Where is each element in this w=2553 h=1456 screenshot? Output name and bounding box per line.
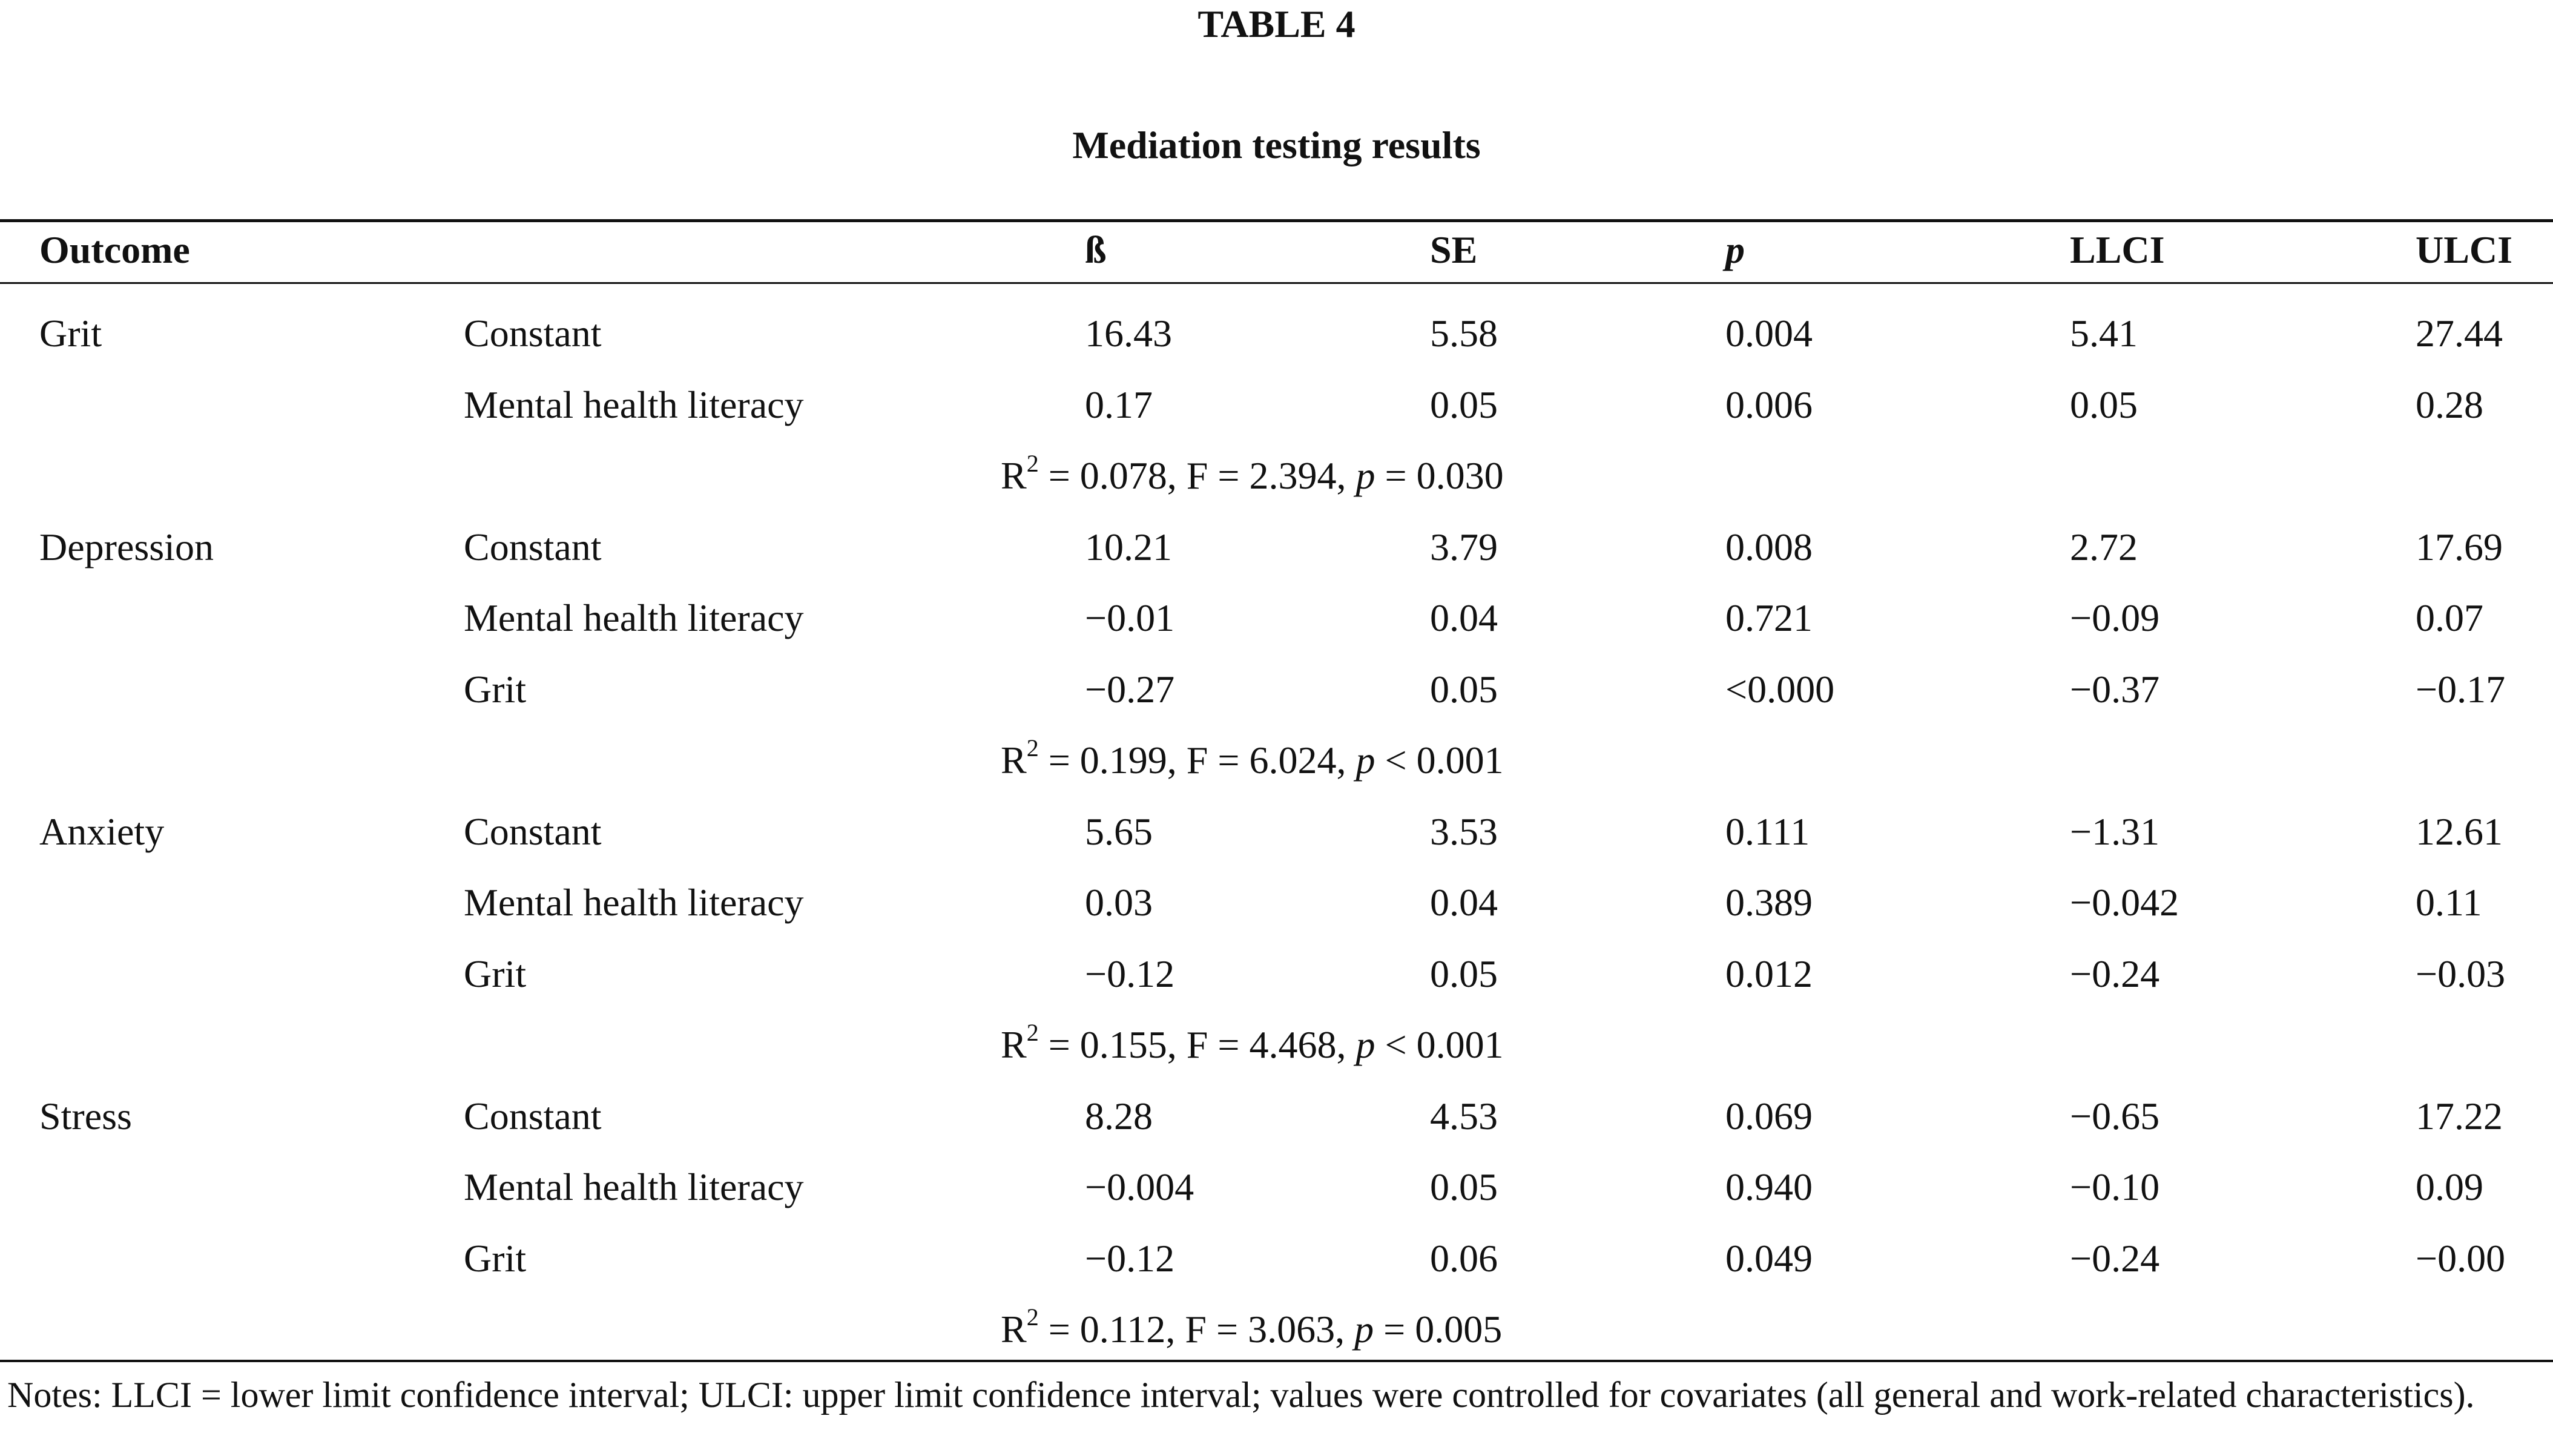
p-value: < 0.001: [1375, 1023, 1504, 1066]
cell-llci: 5.41: [2070, 312, 2138, 355]
header-ulci: ULCI: [2416, 228, 2513, 271]
bottom-rule: [0, 1360, 2553, 1362]
cell-beta: 8.28: [1085, 1095, 1153, 1138]
cell-se: 0.06: [1430, 1237, 1498, 1280]
model-fit-line: [1001, 1018, 1504, 1068]
cell-llci: −0.042: [2070, 881, 2179, 924]
p-label: p: [1356, 454, 1375, 497]
p-value: = 0.005: [1374, 1308, 1503, 1351]
cell-se: 3.53: [1430, 810, 1498, 853]
header-p: p: [1725, 228, 1745, 271]
header-outcome: Outcome: [39, 228, 190, 271]
r2-label: R: [1001, 739, 1027, 782]
cell-beta: −0.12: [1085, 952, 1175, 995]
cell-se: 0.05: [1430, 1165, 1498, 1208]
cell-outcome: Anxiety: [39, 810, 165, 853]
cell-p: 0.940: [1725, 1165, 1813, 1208]
cell-ulci: 0.09: [2416, 1165, 2483, 1208]
cell-p: 0.049: [1725, 1237, 1813, 1280]
cell-se: 3.79: [1430, 525, 1498, 568]
cell-se: 0.05: [1430, 383, 1498, 426]
cell-llci: −0.37: [2070, 668, 2160, 711]
cell-beta: 0.17: [1085, 383, 1153, 426]
cell-llci: −0.65: [2070, 1095, 2160, 1138]
cell-llci: 2.72: [2070, 525, 2138, 568]
r2-label: R: [1001, 1308, 1027, 1351]
r2-label: R: [1001, 454, 1027, 497]
cell-predictor: Mental health literacy: [464, 881, 804, 924]
cell-se: 0.05: [1430, 668, 1498, 711]
cell-p: 0.006: [1725, 383, 1813, 426]
cell-beta: 16.43: [1085, 312, 1172, 355]
fit-stats: = 0.112, F = 3.063,: [1038, 1308, 1355, 1351]
fit-stats: = 0.078, F = 2.394,: [1038, 454, 1356, 497]
cell-predictor: Grit: [464, 668, 527, 711]
r2-superscript: 2: [1026, 1303, 1039, 1331]
table-label: TABLE 4: [1197, 2, 1356, 45]
p-value: < 0.001: [1375, 739, 1504, 782]
r2-superscript: 2: [1026, 1018, 1039, 1046]
cell-p: 0.111: [1725, 810, 1810, 853]
cell-se: 0.04: [1430, 596, 1498, 639]
cell-p: 0.012: [1725, 952, 1813, 995]
header-beta: ß: [1085, 228, 1107, 271]
model-fit-line: [1001, 1303, 1503, 1352]
cell-llci: −0.24: [2070, 1237, 2160, 1280]
cell-se: 4.53: [1430, 1095, 1498, 1138]
cell-p: 0.721: [1725, 596, 1813, 639]
cell-beta: 10.21: [1085, 525, 1172, 568]
cell-p: 0.069: [1725, 1095, 1813, 1138]
top-rule: [0, 219, 2553, 222]
cell-llci: −0.24: [2070, 952, 2160, 995]
cell-p: <0.000: [1725, 668, 1835, 711]
cell-ulci: −0.00: [2416, 1237, 2506, 1280]
cell-ulci: 0.28: [2416, 383, 2483, 426]
model-fit-line: [1001, 449, 1504, 499]
cell-beta: −0.27: [1085, 668, 1175, 711]
p-label: p: [1354, 1308, 1374, 1351]
cell-beta: −0.004: [1085, 1165, 1194, 1208]
cell-ulci: 27.44: [2416, 312, 2503, 355]
cell-beta: 0.03: [1085, 881, 1153, 924]
r2-superscript: 2: [1026, 734, 1039, 762]
table-notes: Notes: LLCI = lower limit confidence interval; ULCI: upper limit confidence interval; values were controlled for covariates (all general and work-related characteristics).: [7, 1375, 2475, 1415]
cell-ulci: 0.07: [2416, 596, 2483, 639]
cell-llci: 0.05: [2070, 383, 2138, 426]
cell-p: 0.004: [1725, 312, 1813, 355]
cell-se: 5.58: [1430, 312, 1498, 355]
cell-predictor: Mental health literacy: [464, 596, 804, 639]
fit-stats: = 0.199, F = 6.024,: [1038, 739, 1356, 782]
cell-ulci: 17.22: [2416, 1095, 2503, 1138]
cell-se: 0.05: [1430, 952, 1498, 995]
p-label: p: [1356, 739, 1375, 782]
cell-ulci: 12.61: [2416, 810, 2503, 853]
cell-beta: −0.01: [1085, 596, 1175, 639]
r2-superscript: 2: [1026, 449, 1039, 477]
cell-p: 0.389: [1725, 881, 1813, 924]
fit-stats: = 0.155, F = 4.468,: [1038, 1023, 1356, 1066]
cell-ulci: 0.11: [2416, 881, 2482, 924]
cell-llci: −0.09: [2070, 596, 2160, 639]
cell-beta: 5.65: [1085, 810, 1153, 853]
cell-predictor: Grit: [464, 1237, 527, 1280]
cell-predictor: Grit: [464, 952, 527, 995]
p-value: = 0.030: [1375, 454, 1504, 497]
r2-label: R: [1001, 1023, 1027, 1066]
cell-p: 0.008: [1725, 525, 1813, 568]
header-rule: [0, 282, 2553, 284]
model-fit-line: [1001, 734, 1504, 783]
header-llci: LLCI: [2070, 228, 2165, 271]
cell-outcome: Grit: [39, 312, 102, 355]
cell-ulci: −0.03: [2416, 952, 2506, 995]
cell-predictor: Mental health literacy: [464, 383, 804, 426]
cell-ulci: 17.69: [2416, 525, 2503, 568]
cell-se: 0.04: [1430, 881, 1498, 924]
cell-llci: −1.31: [2070, 810, 2160, 853]
cell-predictor: Constant: [464, 525, 602, 568]
p-label: p: [1356, 1023, 1375, 1066]
table-title: Mediation testing results: [1072, 124, 1481, 166]
cell-predictor: Constant: [464, 312, 602, 355]
cell-outcome: Stress: [39, 1095, 132, 1138]
cell-predictor: Constant: [464, 1095, 602, 1138]
cell-beta: −0.12: [1085, 1237, 1175, 1280]
cell-predictor: Constant: [464, 810, 602, 853]
cell-outcome: Depression: [39, 525, 214, 568]
cell-ulci: −0.17: [2416, 668, 2506, 711]
header-se: SE: [1430, 228, 1478, 271]
cell-llci: −0.10: [2070, 1165, 2160, 1208]
cell-predictor: Mental health literacy: [464, 1165, 804, 1208]
